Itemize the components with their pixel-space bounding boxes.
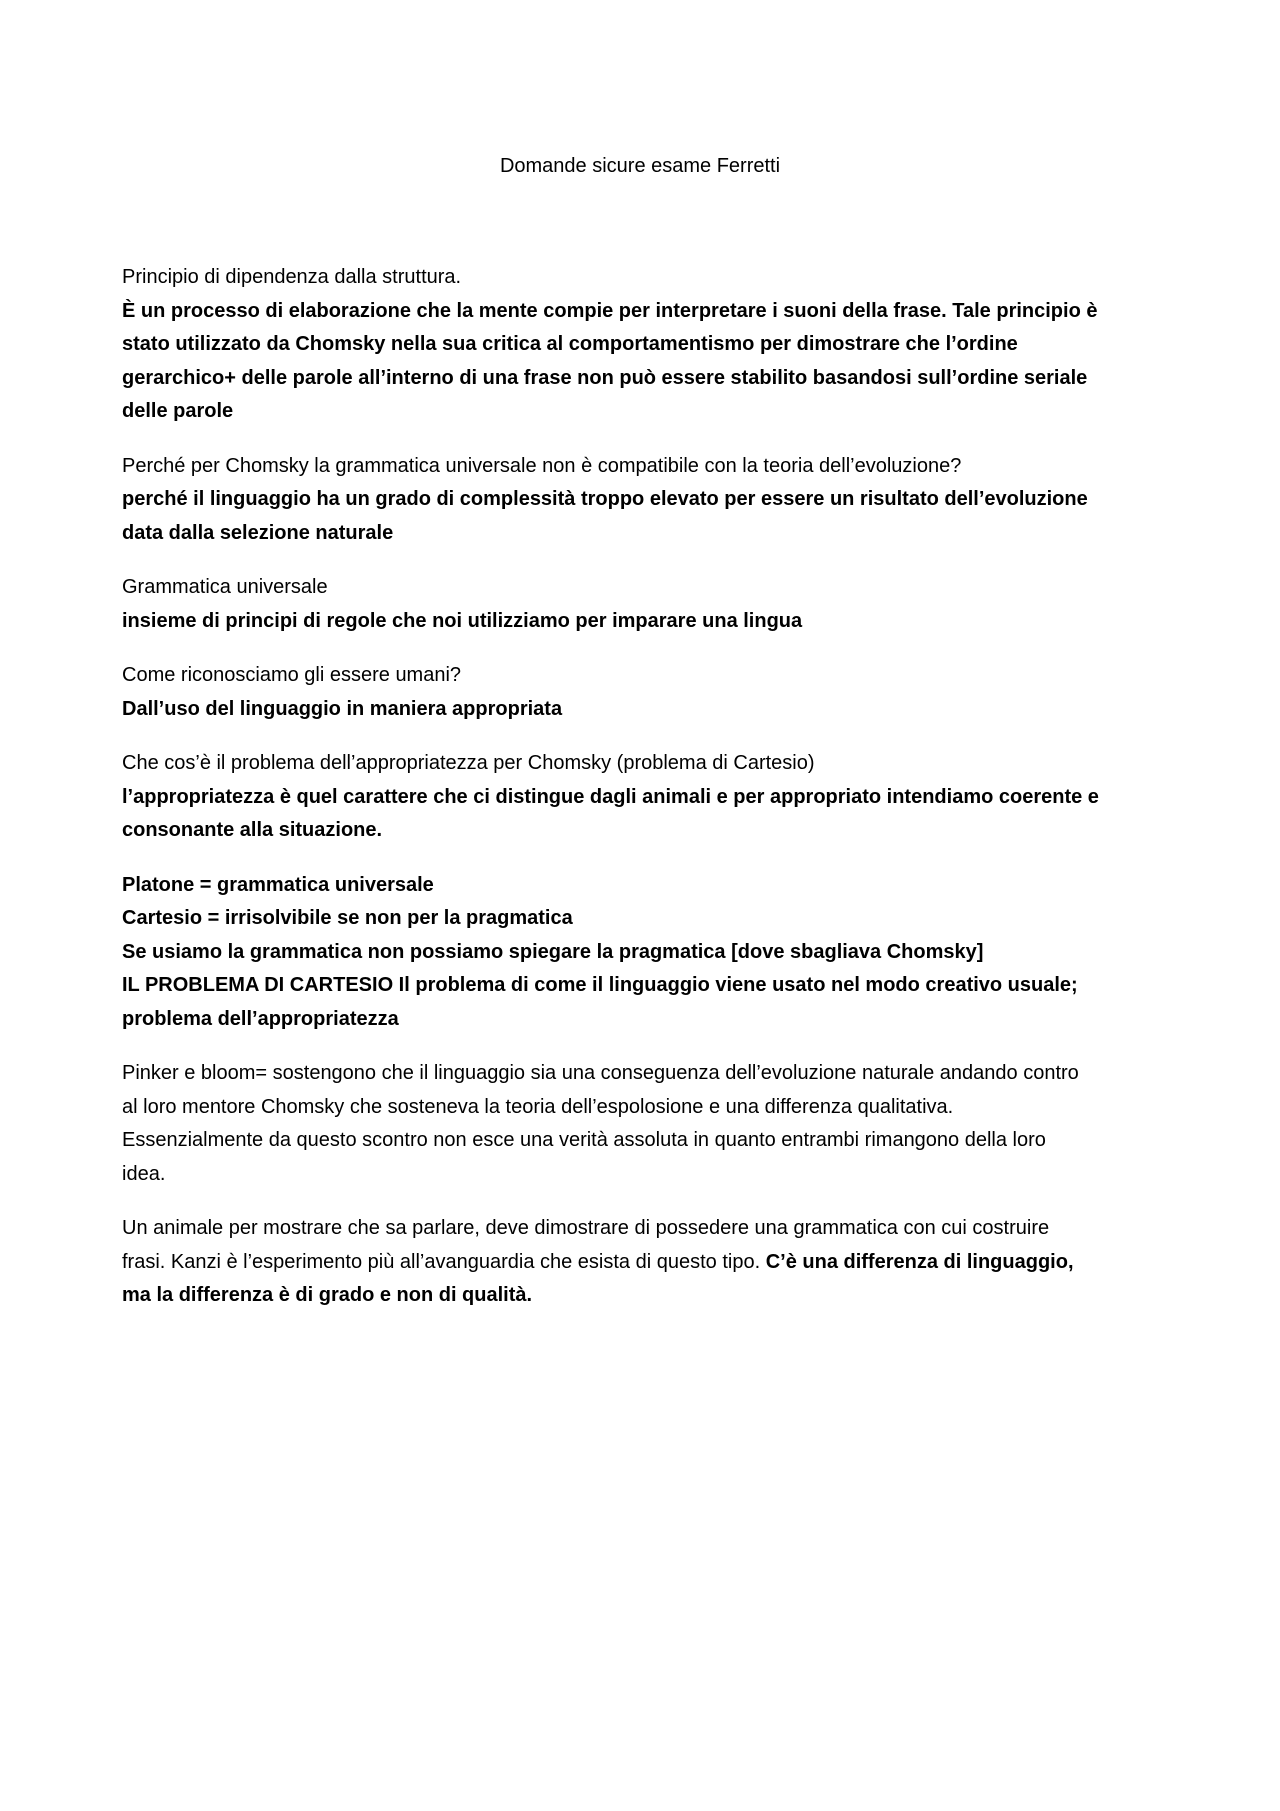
answer-line: insieme di principi di regole che noi utilizziamo per imparare una lingua — [122, 609, 803, 632]
question-text: Che cos’è il problema dell’appropriatezza per Chomsky (problema di Cartesio) — [122, 752, 815, 774]
qa-recognizing-humans — [122, 659, 1162, 726]
answer-line: perché il linguaggio ha un grado di complessità troppo elevato per essere un risultato dell’evoluzione — [122, 488, 1088, 510]
question-text: Principio di dipendenza dalla struttura. — [122, 266, 462, 288]
document-body — [122, 261, 1162, 1334]
qa-universal-grammar — [122, 571, 1162, 638]
paragraph-line: al loro mentore Chomsky che sosteneva la teoria dell’espolosione e una differenza qualitativa. — [122, 1095, 954, 1118]
paragraph-bold-line: ma la differenza è di grado e non di qualità. — [122, 1284, 533, 1306]
note-line: Platone = grammatica universale — [122, 873, 434, 896]
note-line: IL PROBLEMA DI CARTESIO Il problema di come il linguaggio viene usato nel modo creativo usuale; — [122, 974, 1078, 996]
paragraph-line: Pinker e bloom= sostengono che il linguaggio sia una conseguenza dell’evoluzione naturale andando contro — [122, 1062, 1079, 1084]
paragraph-bold-text: C’è una differenza di linguaggio, — [765, 1250, 1074, 1273]
note-line: Cartesio = irrisolvibile se non per la pragmatica — [122, 907, 573, 929]
notes-plato-descartes — [122, 869, 1162, 1037]
answer-line: data dalla selezione naturale — [122, 521, 394, 544]
question-text: Grammatica universale — [122, 576, 328, 598]
answer-line: Dall’uso del linguaggio in maniera appropriata — [122, 697, 563, 720]
question-text: Come riconosciamo gli essere umani? — [122, 664, 462, 686]
qa-evolution-compatibility — [122, 450, 1162, 551]
document-title: Domande sicure esame Ferretti — [499, 155, 781, 177]
paragraph-line: Essenzialmente da questo scontro non esce una verità assoluta in quanto entrambi rimangono della loro — [122, 1129, 1046, 1151]
qa-appropriateness-problem — [122, 747, 1162, 848]
note-line: problema dell’appropriatezza — [122, 1007, 399, 1030]
qa-dependency-principle — [122, 261, 1162, 429]
paragraph-line: idea. — [122, 1162, 166, 1185]
paragraph-line-mixed — [122, 1246, 1162, 1280]
answer-line: l’appropriatezza è quel carattere che ci distingue dagli animali e per appropriato intendiamo coerente e — [122, 785, 1099, 808]
answer-line: delle parole — [122, 400, 234, 422]
paragraph-kanzi — [122, 1212, 1162, 1313]
paragraph-plain-text: frasi. Kanzi è l’esperimento più all’avanguardia che esista di questo tipo. — [122, 1250, 766, 1273]
answer-line: È un processo di elaborazione che la mente compie per interpretare i suoni della frase. Tale principio è — [122, 299, 1098, 322]
answer-line: consonante alla situazione. — [122, 819, 383, 841]
answer-line: stato utilizzato da Chomsky nella sua critica al comportamentismo per dimostrare che l’ordine — [122, 333, 1018, 355]
question-text: Perché per Chomsky la grammatica universale non è compatibile con la teoria dell’evoluzione? — [122, 454, 962, 477]
paragraph-line: Un animale per mostrare che sa parlare, deve dimostrare di possedere una grammatica con cui costruire — [122, 1217, 1050, 1239]
answer-line: gerarchico+ delle parole all’interno di una frase non può essere stabilito basandosi sull’ordine seriale — [122, 366, 1088, 389]
paragraph-pinker-bloom — [122, 1057, 1162, 1191]
note-line: Se usiamo la grammatica non possiamo spiegare la pragmatica [dove sbagliava Chomsky] — [122, 940, 984, 963]
